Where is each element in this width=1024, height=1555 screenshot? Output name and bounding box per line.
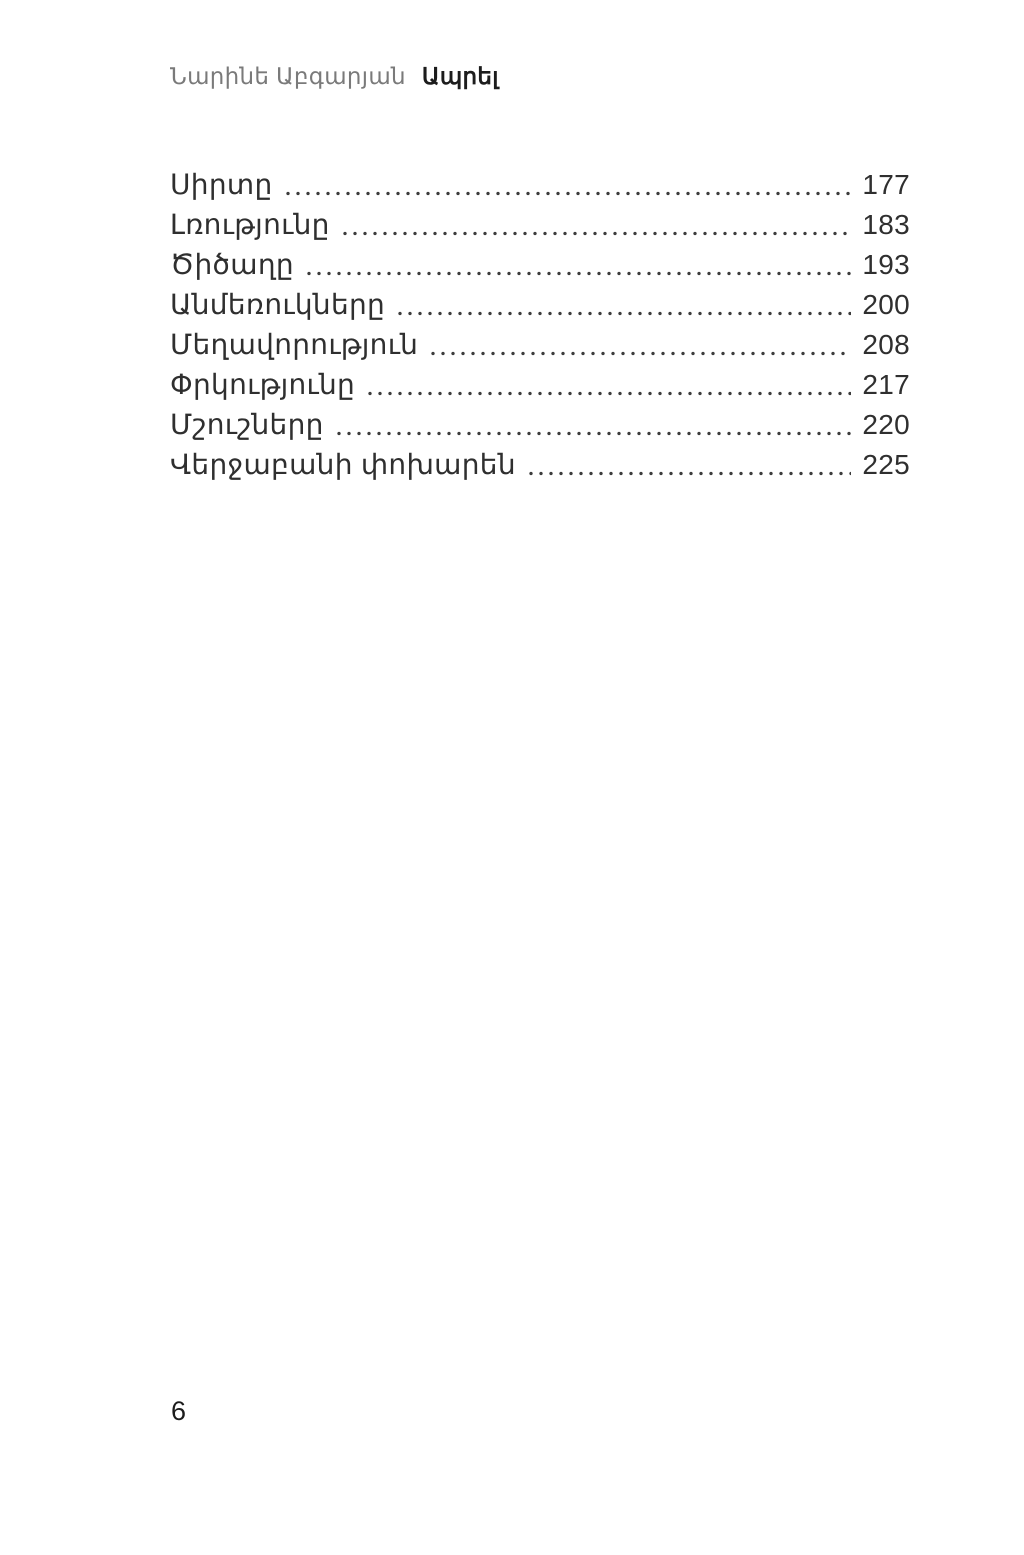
toc-entry-page: 220 — [862, 409, 910, 440]
page-number: 6 — [171, 1396, 187, 1426]
dot-leader — [365, 365, 851, 405]
toc-entry-title: Ծիծաղը — [170, 249, 294, 280]
toc-entry — [170, 205, 910, 245]
toc-entry — [170, 245, 910, 285]
toc-entry-page: 177 — [862, 169, 910, 200]
toc-entry — [170, 445, 910, 485]
toc-entry-title: Անմեռուկները — [170, 289, 386, 320]
toc-entry-title: Մեղավորություն — [170, 329, 419, 360]
toc-entry-title: Փրկությունը — [170, 369, 356, 400]
running-header — [170, 62, 499, 90]
toc-entry-title: Լռությունը — [170, 209, 330, 240]
toc-entry-page: 193 — [862, 249, 910, 280]
toc-entry-title: Մշուշները — [170, 409, 324, 440]
dot-leader — [340, 205, 851, 245]
toc-entry — [170, 165, 910, 205]
toc-entry-page: 200 — [862, 289, 910, 320]
toc-entry-title: Սիրտը — [170, 169, 273, 200]
dot-leader — [395, 285, 851, 325]
dot-leader — [428, 325, 851, 365]
toc-entry — [170, 325, 910, 365]
toc-entry — [170, 405, 910, 445]
dot-leader — [334, 405, 851, 445]
toc-entry — [170, 365, 910, 405]
dot-leader — [304, 245, 851, 285]
book-title: Ապրել — [421, 63, 499, 89]
toc-entry — [170, 285, 910, 325]
toc-entry-page: 225 — [862, 449, 910, 480]
toc-entry-page: 183 — [862, 209, 910, 240]
author-name: Նարինե Աբգարյան — [170, 63, 406, 89]
toc-entry-title: Վերջաբանի փոխարեն — [170, 449, 516, 480]
toc-list — [170, 165, 910, 485]
dot-leader — [526, 445, 851, 485]
dot-leader — [283, 165, 852, 205]
toc-entry-page: 217 — [862, 369, 910, 400]
toc-entry-page: 208 — [862, 329, 910, 360]
